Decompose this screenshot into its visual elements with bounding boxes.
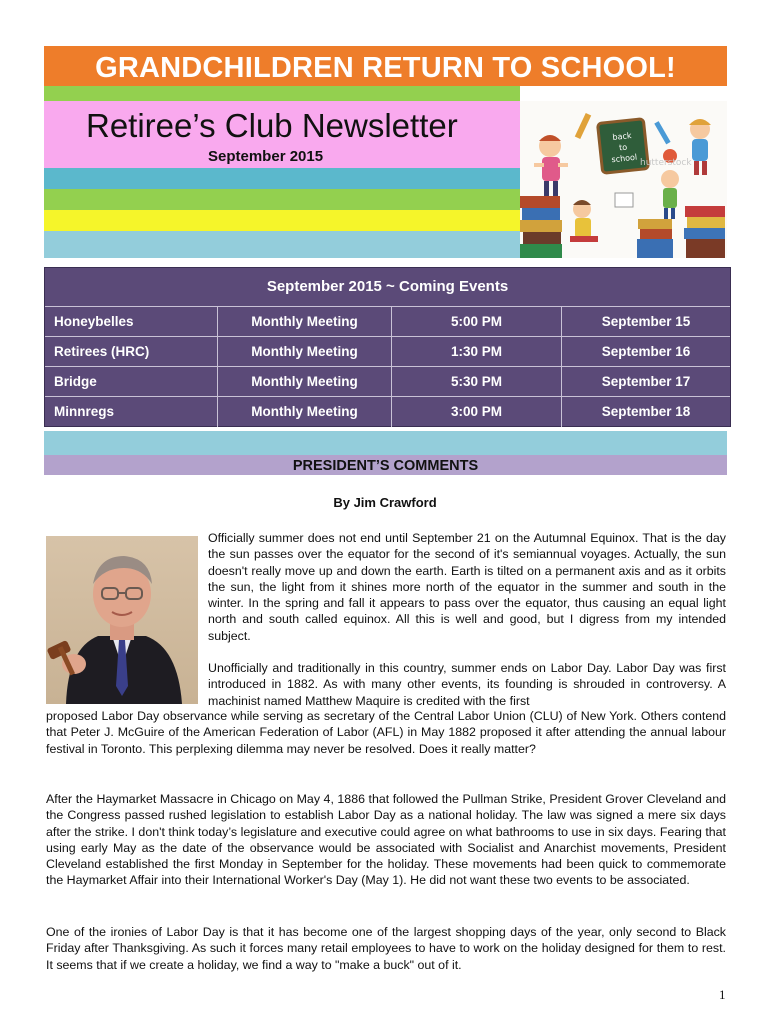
event-time: 1:30 PM [391, 337, 561, 367]
svg-text:hutterstock: hutterstock [640, 158, 692, 168]
event-group: Retirees (HRC) [54, 344, 150, 359]
man-with-gavel-icon [46, 536, 198, 704]
event-date: September 17 [561, 367, 730, 397]
event-type: Monthly Meeting [217, 307, 391, 337]
byline: By Jim Crawford [333, 495, 437, 510]
article-paragraph: One of the ironies of Labor Day is that it has become one of the largest shopping days of the year, only second to Black Friday after Thanksgiving. As such it forces many retail employees to have to work on the holiday designed for them to rest. It seems that if we create a holiday, we find a way to "make a buck" out of it. [46, 925, 726, 972]
events-table-heading: September 2015 ~ Coming Events [266, 278, 509, 295]
section-heading: PRESIDENT’S COMMENTS [44, 455, 727, 475]
event-time: 5:00 PM [391, 307, 561, 337]
event-date: September 15 [561, 307, 730, 337]
event-type: Monthly Meeting [217, 367, 391, 397]
divider-band [44, 431, 727, 455]
back-to-school-clipart [520, 101, 727, 258]
event-time: 3:00 PM [391, 397, 561, 427]
events-table [44, 267, 731, 427]
president-photo [46, 536, 198, 704]
green-stripe [44, 86, 520, 101]
table-row [45, 336, 730, 367]
article-paragraph: Officially summer does not end until September 21 on the Autumnal Equinox. That is the day the sun passes over the equator for the second of it's semiannual voyages. Actually, the sun doesn't really move up and down the earth. Earth is tilted on a permanent axis and as it orbits the sun, the light from it shines more north of the equator in the summer and south in the winter. In the spring and fall it appears to pass over the equator, thus causing an equal light north and south called equinox. All this is well and good, but I digress from my intended subject. [208, 531, 726, 643]
event-group: Bridge [54, 374, 97, 389]
svg-text:to: to [618, 142, 628, 153]
newsletter-title: Retiree’s Club Newsletter [86, 107, 458, 144]
svg-text:back: back [612, 131, 632, 143]
page-number: 1 [719, 987, 726, 1002]
table-row [45, 396, 730, 427]
back-to-school-kids-icon [520, 101, 727, 258]
article-paragraph: Unofficially and traditionally in this country, summer ends on Labor Day. Labor Day was first introduced in 1882. As with many other events, its founding is shrouded in controversy. A machinist named Matthew Maquire is credited with the first [208, 661, 726, 708]
teal-stripe [44, 168, 520, 189]
article-paragraph: proposed Labor Day observance while serving as secretary of the Central Labor Union (CLU) of New York. Others contend that Peter J. McGuire of the American Federation of Labor (AFL) in May 1882 proposed it after attending the annual labour festival in Toronto. This perplexing dilemma may never be resolved. Does it really matter? [46, 709, 726, 756]
svg-text:school: school [611, 152, 638, 165]
event-date: September 16 [561, 337, 730, 367]
lightblue-stripe [44, 231, 520, 258]
event-group: Minnregs [54, 404, 115, 419]
yellow-stripe [44, 210, 520, 231]
event-date: September 18 [561, 397, 730, 427]
newsletter-date: September 2015 [208, 148, 324, 165]
article-paragraph: After the Haymarket Massacre in Chicago on May 4, 1886 that followed the Pullman Strike, President Grover Cleveland and the Congress passed rushed legislation to establish Labor Day as a national holiday. The law was signed a mere six days after the strike. I don't think today’s legislature and executive could agree on what bathrooms to use in six days. Fearing that using early May as the date of the observance would be associated with Socialist and Anarchist movements, President Cleveland established the first Monday in September for the holiday. These movements had been quick to commemorate the Haymarket Affair into their International Worker's Day (May 1). He did not want these two events to be associated. [46, 792, 726, 888]
event-type: Monthly Meeting [217, 397, 391, 427]
table-row [45, 366, 730, 397]
green-stripe-2 [44, 189, 520, 210]
event-group: Honeybelles [54, 314, 134, 329]
table-row [45, 306, 730, 337]
banner-title: GRANDCHILDREN RETURN TO SCHOOL! [44, 46, 727, 86]
event-type: Monthly Meeting [217, 337, 391, 367]
event-time: 5:30 PM [391, 367, 561, 397]
